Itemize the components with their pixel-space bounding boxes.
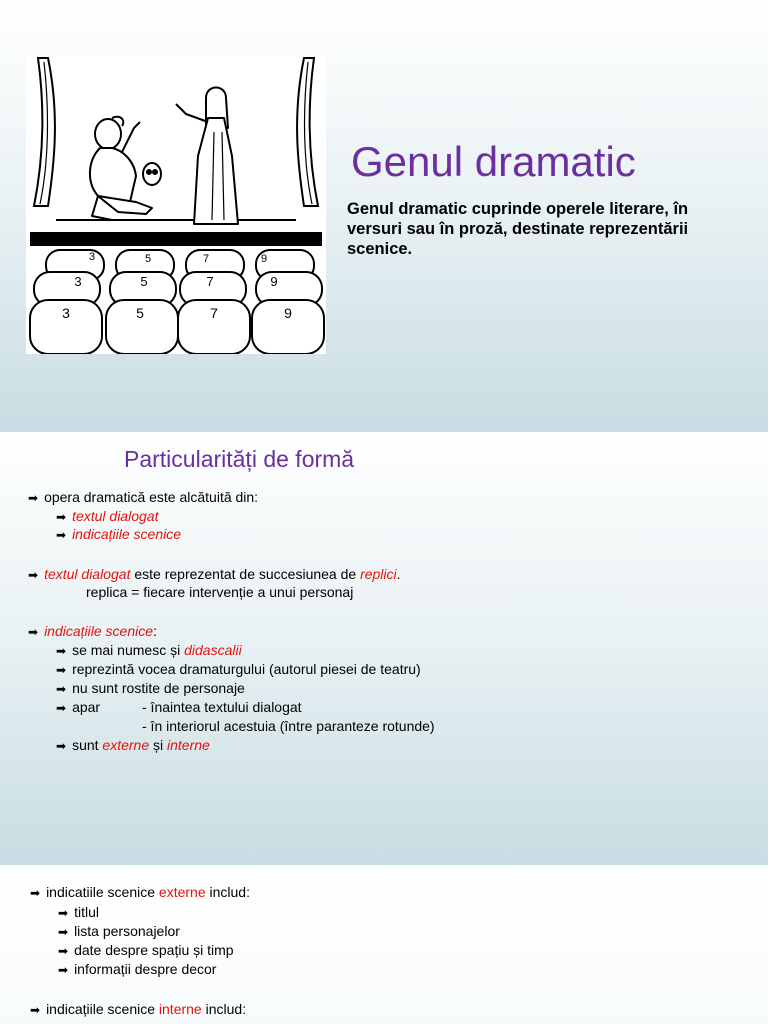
arrow-bullet-icon: ➡	[58, 925, 69, 939]
sub-bullet-item	[56, 736, 210, 755]
sub-bullet-item	[56, 679, 245, 698]
slide-title: Genul dramatic	[351, 138, 636, 185]
slide-title: Particularități de formă	[124, 446, 355, 472]
seat-label: 5	[144, 253, 152, 265]
seat-label: 3	[62, 305, 70, 321]
bullet-item	[28, 488, 258, 507]
seat-label: 3	[74, 274, 82, 289]
theatre-illustration	[26, 56, 326, 354]
bullet-text: date despre spațiu și timp	[74, 942, 234, 958]
highlight-term: indicațiile scenice	[44, 623, 154, 639]
bullet-text: apar	[72, 699, 101, 715]
bullet-text: :	[153, 623, 157, 639]
arrow-bullet-icon: ➡	[56, 644, 67, 658]
bullet-item	[30, 883, 250, 902]
highlight-term: replici	[360, 566, 397, 582]
highlight-term: externe	[102, 737, 150, 753]
bullet-text: este reprezentat de succesiunea de	[130, 566, 361, 582]
highlight-term: didascalii	[184, 642, 242, 658]
bullet-item	[28, 565, 401, 584]
arrow-bullet-icon: ➡	[30, 1003, 41, 1017]
slide-description: Genul dramatic cuprinde operele literare, în versuri sau în proză, destinate reprezentării scenice.	[347, 200, 689, 258]
bullet-text: indicatiile scenice	[46, 884, 159, 900]
highlight-term: indicațiile scenice	[72, 526, 182, 542]
arrow-bullet-icon: ➡	[56, 701, 67, 715]
bullet-text: se mai numesc și	[72, 642, 185, 658]
definition-line: replica = fiecare intervenție a unui personaj	[86, 584, 354, 600]
bullet-text: indicațiile scenice	[46, 1001, 159, 1017]
arrow-bullet-icon: ➡	[28, 491, 39, 505]
arrow-bullet-icon: ➡	[58, 906, 69, 920]
bullet-text: includ:	[201, 1001, 247, 1017]
sub-bullet-item	[56, 525, 181, 544]
seat-label: 9	[270, 274, 278, 289]
bullet-text: .	[396, 566, 401, 582]
bullet-text: includ:	[205, 884, 250, 900]
arrow-bullet-icon: ➡	[56, 528, 67, 542]
bullet-text: - în interiorul acestuia (între paranteze rotunde)	[142, 718, 435, 734]
sub-bullet-item	[56, 698, 100, 717]
seat-label: 5	[136, 305, 144, 321]
theatre-drawing	[26, 56, 326, 354]
bullet-text: nu sunt rostite de personaje	[72, 680, 245, 696]
bullet-text: reprezintă vocea dramaturgului (autorul piesei de teatru)	[72, 661, 421, 677]
sub-bullet-item	[58, 922, 180, 941]
arrow-bullet-icon: ➡	[28, 568, 39, 582]
sub-bullet-item	[58, 960, 216, 979]
arrow-bullet-icon: ➡	[28, 625, 39, 639]
highlight-term: externe	[158, 884, 206, 900]
sub-bullet-item	[58, 941, 234, 960]
bullet-text: opera dramatică este alcătuită din:	[44, 489, 259, 505]
highlight-term: textul dialogat	[72, 508, 159, 524]
bullet-item	[28, 622, 157, 641]
bullet-text: și	[149, 737, 168, 753]
sub-bullet-item	[58, 903, 99, 922]
slide-1	[0, 0, 768, 432]
arrow-bullet-icon: ➡	[58, 944, 69, 958]
bullet-text: lista personajelor	[74, 923, 180, 939]
sub-bullet-item	[56, 641, 242, 660]
seat-label: 5	[140, 274, 148, 289]
arrow-bullet-icon: ➡	[56, 739, 67, 753]
highlight-term: textul dialogat	[44, 566, 131, 582]
seat-label: 7	[206, 274, 214, 289]
highlight-term: interne	[167, 737, 210, 753]
bullet-item	[30, 1000, 246, 1019]
arrow-bullet-icon: ➡	[56, 663, 67, 677]
seat-label: 7	[202, 253, 210, 265]
bullet-text: - înaintea textului dialogat	[142, 699, 302, 715]
seat-label: 3	[88, 251, 96, 263]
highlight-term: interne	[158, 1001, 202, 1017]
arrow-bullet-icon: ➡	[30, 886, 41, 900]
bullet-text: informații despre decor	[74, 961, 217, 977]
seat-label: 9	[260, 253, 268, 265]
sub-bullet-item	[56, 507, 158, 526]
arrow-bullet-icon: ➡	[56, 682, 67, 696]
sub-bullet-item	[56, 660, 421, 679]
bullet-text: titlul	[74, 904, 99, 920]
seat-label: 9	[284, 305, 292, 321]
arrow-bullet-icon: ➡	[56, 510, 67, 524]
bullet-text: sunt	[72, 737, 103, 753]
seat-label: 7	[210, 305, 218, 321]
arrow-bullet-icon: ➡	[58, 963, 69, 977]
